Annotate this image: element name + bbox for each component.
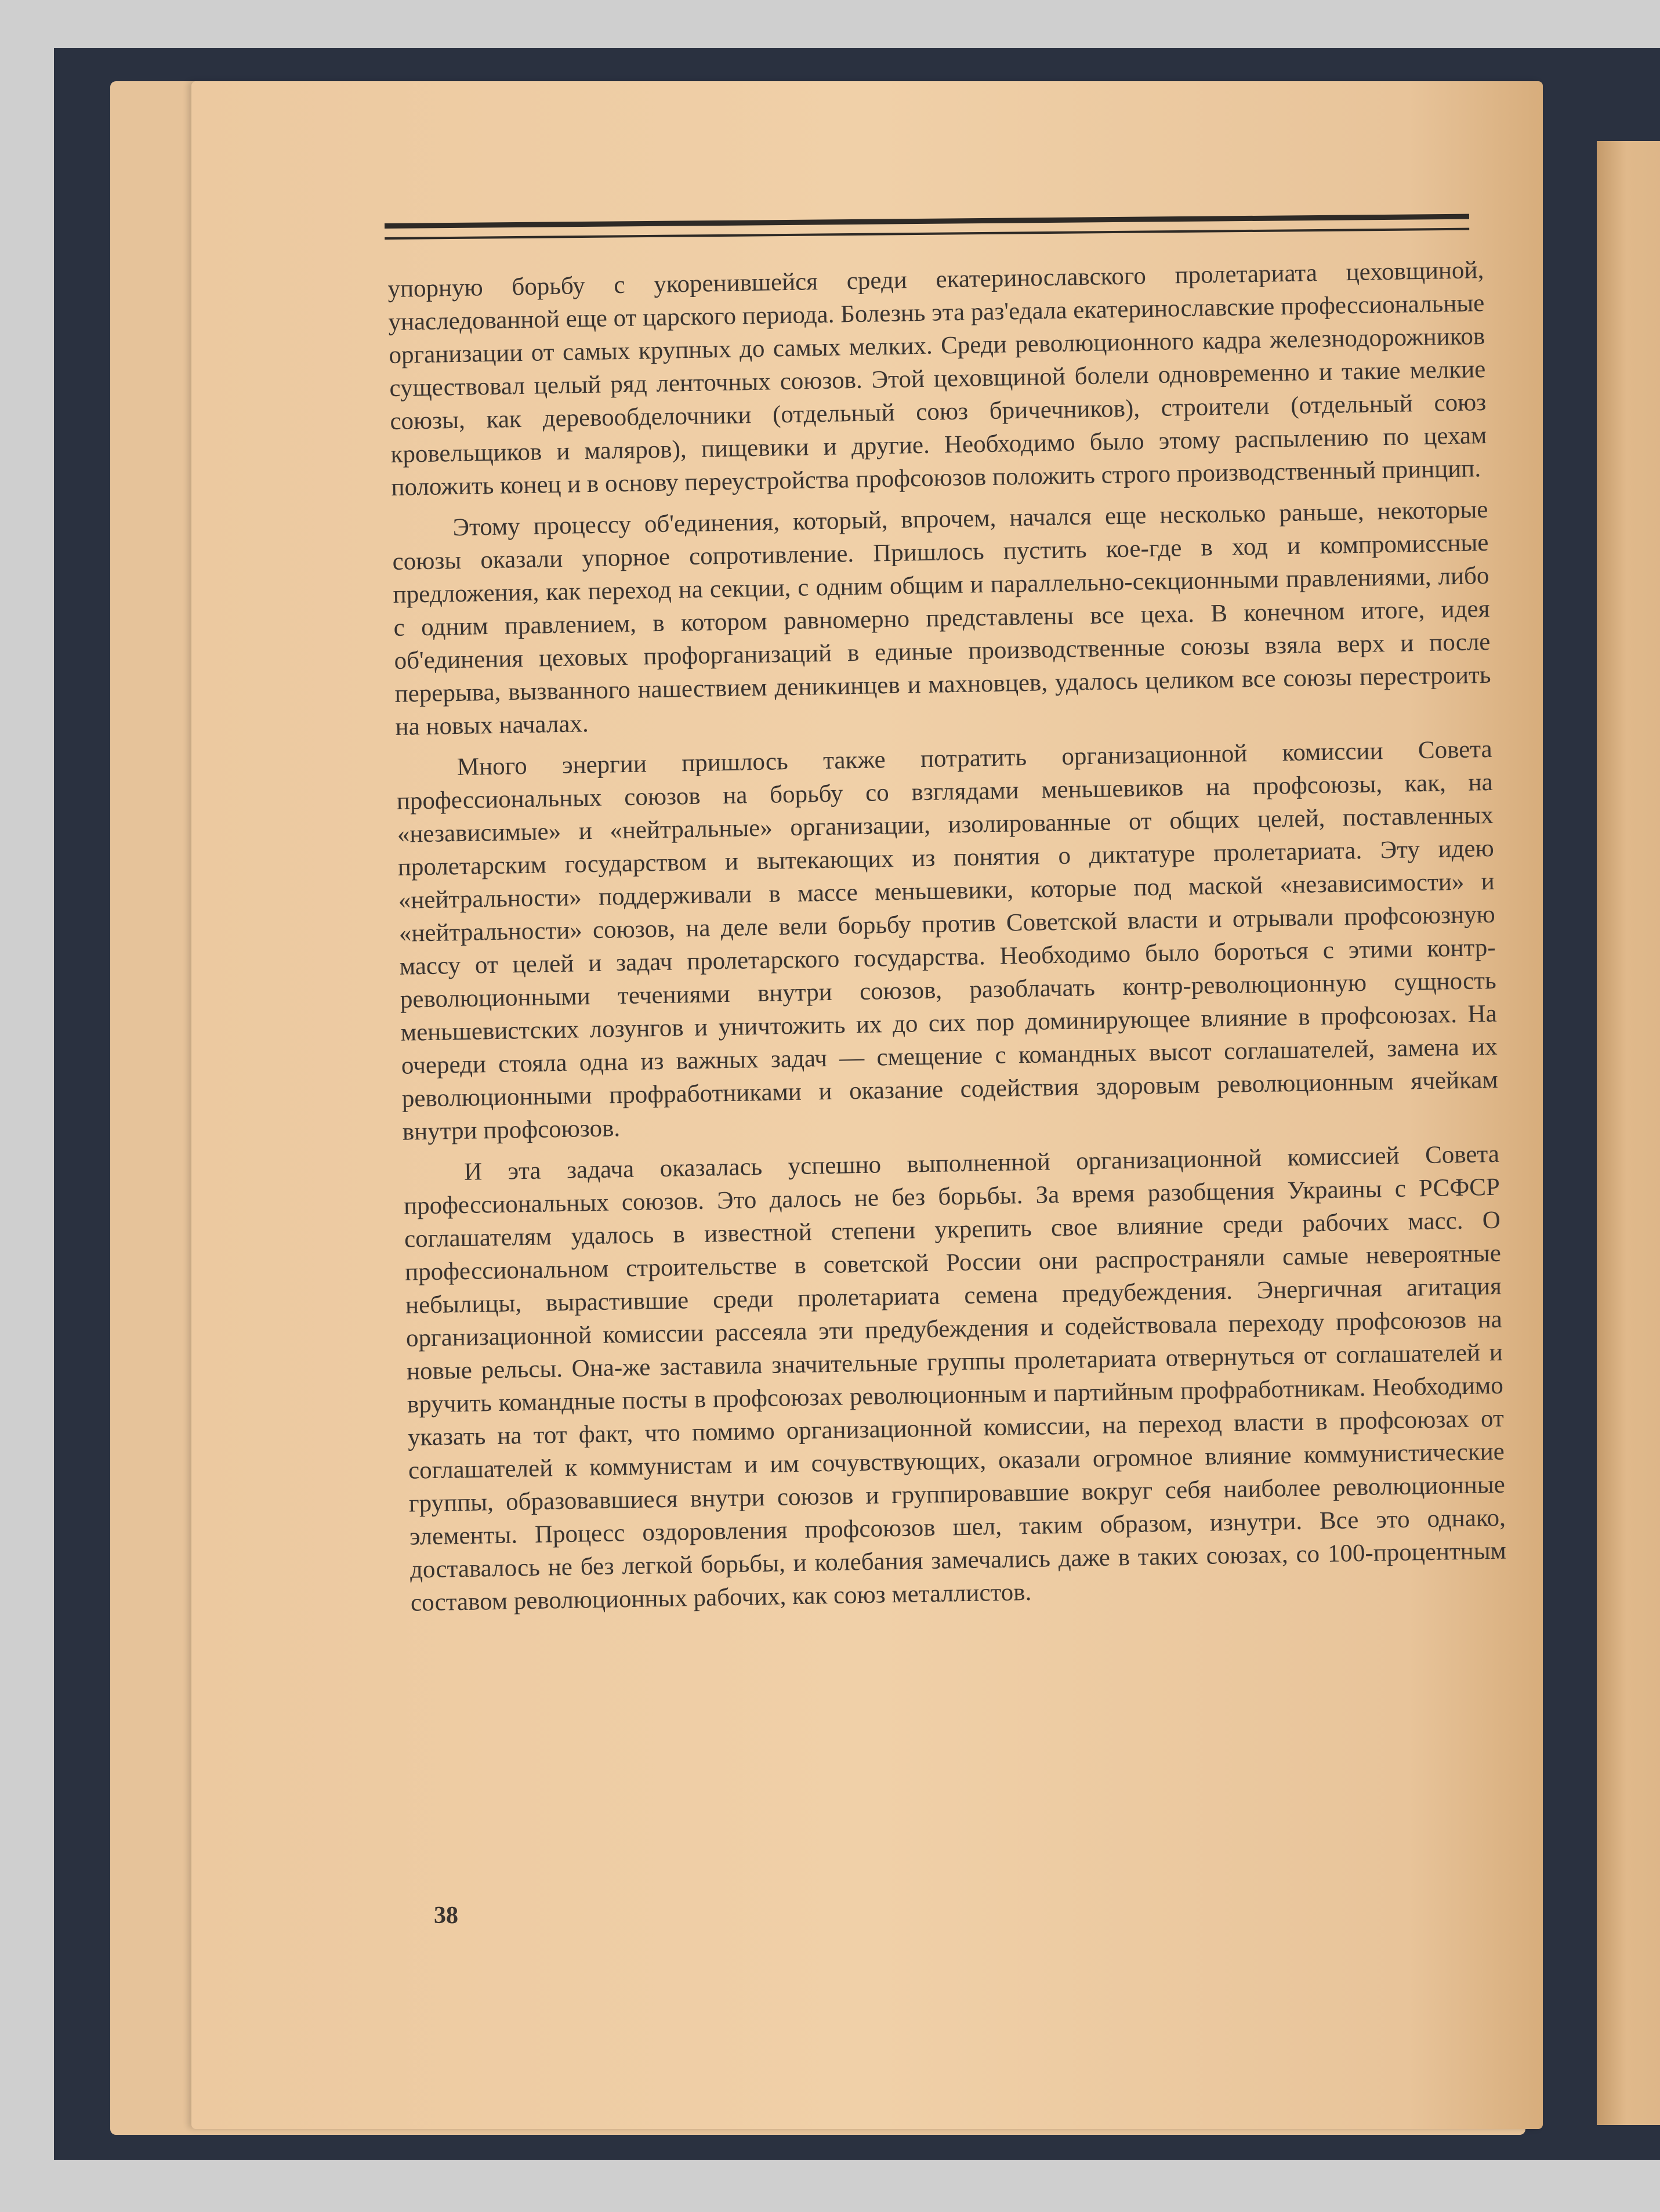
paragraph-1: упорную борьбу с укоренившейся среди екатеринославского пролетариата цеховщиной, унаследованной еще от царского периода. Болезнь эта раз'едала екатеринославские профессиональные организации от самых крупных до самых мелких. Среди революционного кадра железнодорожников существовал целый ряд ленточных союзов. Этой цеховщиной болели одновременно и такие мелкие союзы, как деревообделочники (отдельный союз бричечников), строители (отдельный союз кровельщиков и маляров), пищевики и другие. Необходимо было этому распылению по цехам положить конец и в основу переустройства профсоюзов положить строго производственный принцип.: [387, 256, 1487, 501]
paragraph-3: Много энергии пришлось также потратить организационной комиссии Совета профессиональных союзов на борьбу со взглядами меньшевиков на профсоюзы, как, на «независимые» и «нейтральные» организации, изолированные от общих целей, поставленных пролетарским государством и вытекающих из понятия о диктатуре пролетариата. Эту идею «нейтральности» поддерживали в массе меньшевики, которые под маской «независимости» и «нейтральности» союзов, на деле вели борьбу против Советской власти и отрывали профсоюзную массу от целей и задач пролетарского государства. Необходимо было бороться с этими контр-революционными течениями внутри союзов, разоблачать контр-революционную сущность меньшевистских лозунгов и уничтожить их до сих пор доминирующее влияние в профсоюзах. На очереди стояла одна из важных задач — смещение с командных высот соглашателей, замена их революционными профработниками и оказание содействия здоровым революционным ячейкам внутри профсоюзов.: [396, 735, 1498, 1146]
page-number: 38: [434, 1902, 458, 1929]
paragraph-2: Этому процессу об'единения, который, впрочем, начался еще несколько раньше, некоторые союзы оказали упорное сопротивление. Пришлось пустить кое-где в ход и компромиссные предложения, как переход на секции, с одним общим и параллельно-секционными правлениями, либо с одним правлением, в котором равномерно представлены все цеха. В конечном итоге, идея об'единения цеховых профорганизаций в единые производственные союзы взяла верх и после перерыва, вызванного нашествием деникинцев и махновцев, удалось целиком все союзы перестроить на новых началах.: [392, 495, 1491, 741]
paragraph-4: И эта задача оказалась успешно выполненной организационной комиссией Совета профессиональных союзов. Это далось не без борьбы. За время разобщения Украины с РСФСР соглашателям удалось в известной степени укрепить свое влияние среди рабочих масс. О профессиональном строительстве в советской России они распространяли самые невероятные небылицы, вырастившие среди пролетариата семена предубеждения. Энергичная агитация организационной комиссии рассеяла эти предубеждения и содействовала переходу профсоюзов на новые рельсы. Она-же заставила значительные группы пролетариата отвернуться от соглашателей и вручить командные посты в профсоюзах революционным и партийным профработникам. Необходимо указать на тот факт, что помимо организационной комиссии, на переход власти в профсоюзах от соглашателей к коммунистам и им сочувствующих, оказали огромное влияние коммунистические группы, образовавшиеся внутри союзов и группировавшие вокруг себя наиболее революционные элементы. Процесс оздоровления профсоюзов шел, таким образом, изнутри. Все это однако, доставалось не без легкой борьбы, и колебания замечались даже в таких союзах, со 100-процентным составом революционных рабочих, как союз металлистов.: [403, 1140, 1507, 1617]
body-text: [387, 254, 1507, 1628]
adjacent-page-edge: [1597, 141, 1660, 2125]
header-rule-thin: [385, 228, 1469, 240]
